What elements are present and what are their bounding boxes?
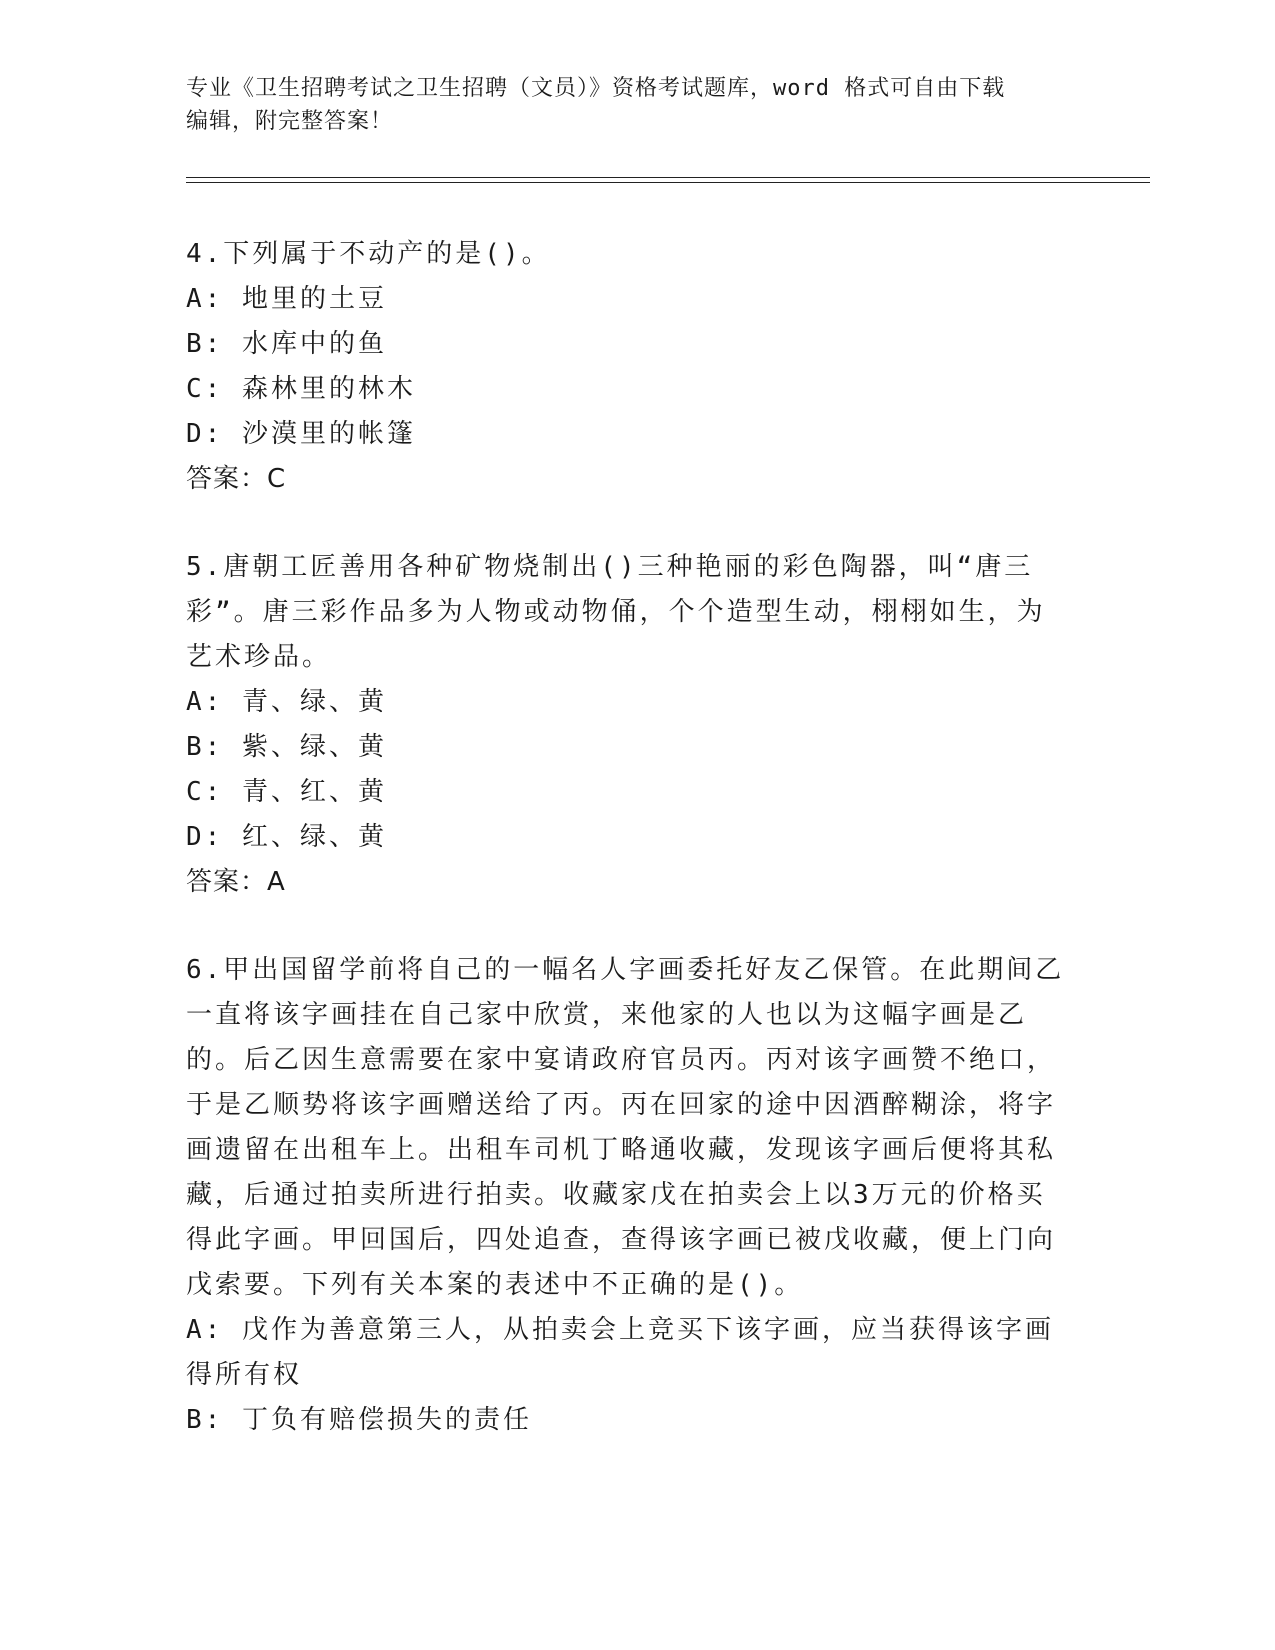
option-d: D: 红、绿、黄 — [186, 822, 387, 852]
question-stem: 4.下列属于不动产的是()。 — [186, 239, 551, 269]
option-c: C: 青、红、黄 — [186, 777, 387, 807]
option-a: A: 青、绿、黄 — [186, 687, 387, 717]
header-line-1: 专业《卫生招聘考试之卫生招聘（文员）》资格考试题库，word 格式可自由下载 — [186, 76, 1006, 101]
option-c: C: 森林里的林木 — [186, 374, 416, 404]
answer: 答案：A — [186, 867, 286, 897]
option-b: B: 丁负有赔偿损失的责任 — [186, 1405, 532, 1435]
question-5 — [186, 545, 1066, 905]
option-d: D: 沙漠里的帐篷 — [186, 419, 416, 449]
option-b: B: 紫、绿、黄 — [186, 732, 387, 762]
answer: 答案：C — [186, 464, 287, 494]
header-line-2: 编辑，附完整答案！ — [186, 109, 394, 134]
question-stem: 6.甲出国留学前将自己的一幅名人字画委托好友乙保管。在此期间乙一直将该字画挂在自己家中欣赏，来他家的人也以为这幅字画是乙的。后乙因生意需要在家中宴请政府官员丙。丙对该字画赞不绝口，于是乙顺势将该字画赠送给了丙。丙在回家的途中因酒醉糊涂，将字画遗留在出租车上。出租车司机丁略通收藏，发现该字画后便将其私藏，后通过拍卖所进行拍卖。收藏家戊在拍卖会上以3万元的价格买得此字画。甲回国后，四处追查，查得该字画已被戊收藏，便上门向戊索要。下列有关本案的表述中不正确的是()。 — [186, 955, 1065, 1300]
question-4 — [186, 232, 1066, 502]
option-a: A: 戊作为善意第三人，从拍卖会上竞买下该字画，应当获得该字画得所有权 — [186, 1315, 1054, 1390]
document-header — [186, 72, 1066, 138]
question-stem: 5.唐朝工匠善用各种矿物烧制出()三种艳丽的彩色陶器，叫“唐三彩”。唐三彩作品多为人物或动物俑，个个造型生动，栩栩如生，为艺术珍品。 — [186, 552, 1046, 672]
header-rule-bottom — [186, 182, 1150, 183]
header-rule-top — [186, 177, 1150, 178]
question-list — [186, 232, 1066, 1486]
option-b: B: 水库中的鱼 — [186, 329, 387, 359]
question-6 — [186, 948, 1066, 1443]
option-a: A: 地里的土豆 — [186, 284, 387, 314]
